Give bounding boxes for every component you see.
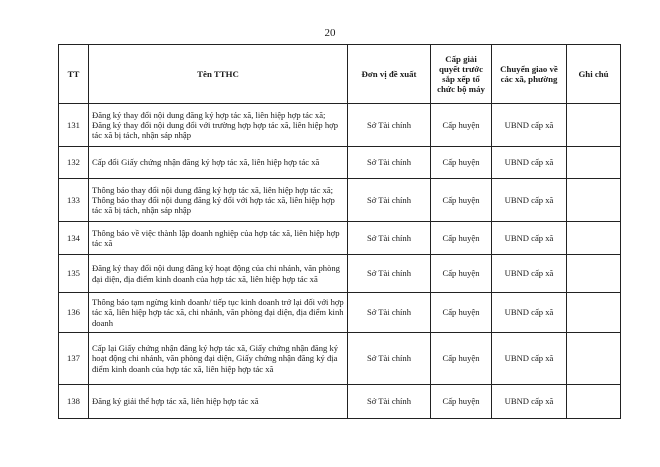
header-tt: TT [59, 45, 89, 104]
row-note [567, 255, 621, 293]
row-note [567, 333, 621, 385]
header-proposing-unit: Đơn vị đề xuất [348, 45, 431, 104]
row-transfer-to: UBND cấp xã [492, 293, 567, 333]
row-proposing-unit: Sở Tài chính [348, 222, 431, 255]
page-number: 20 [324, 27, 336, 39]
row-procedure-name: Thông báo tạm ngừng kinh doanh/ tiếp tục kinh doanh trở lại đối với hợp tác xã, liên hiệp hợp tác xã, chi nhánh, văn phòng đại diện, địa điểm kinh doanh [89, 293, 348, 333]
table-header-row [59, 45, 621, 104]
row-proposing-unit: Sở Tài chính [348, 179, 431, 222]
row-procedure-name: Đăng ký giải thể hợp tác xã, liên hiệp hợp tác xã [89, 385, 348, 419]
procedures-table [58, 44, 621, 419]
row-note [567, 147, 621, 179]
row-proposing-unit: Sở Tài chính [348, 104, 431, 147]
row-proposing-unit: Sở Tài chính [348, 293, 431, 333]
row-resolution-level: Cấp huyện [431, 222, 492, 255]
header-resolution-level: Cấp giải quyết trước sắp xếp tổ chức bộ máy [431, 45, 492, 104]
table-row [59, 179, 621, 222]
row-transfer-to: UBND cấp xã [492, 255, 567, 293]
table-row [59, 333, 621, 385]
table-row [59, 255, 621, 293]
row-procedure-name: Đăng ký thay đổi nội dung đăng ký hợp tác xã, liên hiệp hợp tác xã; Đăng ký thay đổi nội dung đổi với trường hợp hợp tác xã, liên hiệp hợp tác xã bị tách, nhận sáp nhập [89, 104, 348, 147]
table-row [59, 104, 621, 147]
row-procedure-name: Cấp đổi Giấy chứng nhận đăng ký hợp tác xã, liên hiệp hợp tác xã [89, 147, 348, 179]
table-row [59, 222, 621, 255]
row-resolution-level: Cấp huyện [431, 385, 492, 419]
row-proposing-unit: Sở Tài chính [348, 255, 431, 293]
row-note [567, 222, 621, 255]
row-transfer-to: UBND cấp xã [492, 179, 567, 222]
row-resolution-level: Cấp huyện [431, 179, 492, 222]
row-note [567, 293, 621, 333]
row-tt: 132 [59, 147, 89, 179]
row-transfer-to: UBND cấp xã [492, 147, 567, 179]
row-transfer-to: UBND cấp xã [492, 104, 567, 147]
row-resolution-level: Cấp huyện [431, 255, 492, 293]
table-row [59, 147, 621, 179]
row-proposing-unit: Sở Tài chính [348, 333, 431, 385]
row-resolution-level: Cấp huyện [431, 147, 492, 179]
row-tt: 135 [59, 255, 89, 293]
row-transfer-to: UBND cấp xã [492, 385, 567, 419]
row-resolution-level: Cấp huyện [431, 104, 492, 147]
row-resolution-level: Cấp huyện [431, 333, 492, 385]
row-tt: 133 [59, 179, 89, 222]
row-proposing-unit: Sở Tài chính [348, 385, 431, 419]
row-tt: 138 [59, 385, 89, 419]
header-note: Ghi chú [567, 45, 621, 104]
row-tt: 134 [59, 222, 89, 255]
row-note [567, 179, 621, 222]
row-transfer-to: UBND cấp xã [492, 222, 567, 255]
row-note [567, 104, 621, 147]
row-procedure-name: Thông báo về việc thành lập doanh nghiệp của hợp tác xã, liên hiệp hợp tác xã [89, 222, 348, 255]
table-row [59, 293, 621, 333]
row-procedure-name: Cấp lại Giấy chứng nhận đăng ký hợp tác xã, Giấy chứng nhận đăng ký hoạt động chi nhánh, văn phòng đại diện, Giấy chứng nhận đăng ký địa điểm kinh doanh của hợp tác xã, liên hiệp hợp tác xã [89, 333, 348, 385]
row-procedure-name: Đăng ký thay đổi nội dung đăng ký hoạt động của chi nhánh, văn phòng đại diện, địa điểm kinh doanh của hợp tác xã, liên hiệp hợp tác xã [89, 255, 348, 293]
row-proposing-unit: Sở Tài chính [348, 147, 431, 179]
header-procedure-name: Tên TTHC [89, 45, 348, 104]
row-procedure-name: Thông báo thay đổi nội dung đăng ký hợp tác xã, liên hiệp hợp tác xã; Thông báo thay đổi nội dung đăng ký đổi với hợp tác xã, liên hiệp hợp tác xã bị tách, nhận sáp nhập [89, 179, 348, 222]
row-tt: 137 [59, 333, 89, 385]
row-tt: 136 [59, 293, 89, 333]
row-resolution-level: Cấp huyện [431, 293, 492, 333]
row-transfer-to: UBND cấp xã [492, 333, 567, 385]
row-note [567, 385, 621, 419]
row-tt: 131 [59, 104, 89, 147]
table-row [59, 385, 621, 419]
header-transfer-to: Chuyển giao về các xã, phường [492, 45, 567, 104]
